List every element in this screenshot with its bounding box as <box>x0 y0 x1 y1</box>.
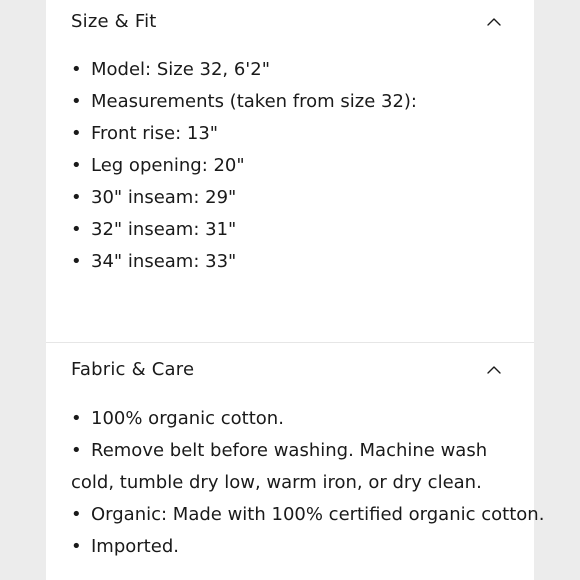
size-fit-header[interactable] <box>46 2 534 42</box>
list-item-text: 34" inseam: 33" <box>91 251 237 272</box>
bullet: • <box>71 59 82 80</box>
size-fit-title: Size & Fit <box>71 11 157 32</box>
list-item-text: 100% organic cotton. <box>91 408 284 429</box>
list-item <box>71 435 521 499</box>
list-item <box>71 499 545 531</box>
bullet: • <box>71 155 82 176</box>
fabric-care-list <box>71 403 545 563</box>
list-item-text: 30" inseam: 29" <box>91 187 237 208</box>
size-fit-list <box>71 54 521 278</box>
list-item <box>71 118 521 150</box>
list-item-text: Measurements (taken from size 32): <box>91 91 417 112</box>
bullet: • <box>71 408 82 429</box>
list-item <box>71 150 521 182</box>
fabric-care-title: Fabric & Care <box>71 359 195 380</box>
product-details-panel <box>46 0 545 580</box>
bullet: • <box>71 440 82 461</box>
list-item <box>71 214 521 246</box>
fabric-care-header[interactable] <box>46 350 534 390</box>
list-item-text: 32" inseam: 31" <box>91 219 237 240</box>
bullet: • <box>71 504 82 525</box>
bullet: • <box>71 91 82 112</box>
bullet: • <box>71 536 82 557</box>
list-item <box>71 86 521 118</box>
list-item-text: Leg opening: 20" <box>91 155 245 176</box>
chevron-up-icon[interactable] <box>482 362 506 378</box>
list-item <box>71 531 521 563</box>
list-item <box>71 246 521 278</box>
list-item <box>71 182 521 214</box>
list-item-text: Organic: Made with 100% certified organic cotton. <box>91 504 545 525</box>
bullet: • <box>71 123 82 144</box>
list-item <box>71 54 521 86</box>
list-item-text: Remove belt before washing. Machine wash cold, tumble dry low, warm iron, or dry clean. <box>71 440 488 493</box>
bullet: • <box>71 187 82 208</box>
list-item-text: Imported. <box>91 536 179 557</box>
list-item-text: Front rise: 13" <box>91 123 219 144</box>
list-item-text: Model: Size 32, 6'2" <box>91 59 270 80</box>
chevron-up-icon[interactable] <box>482 14 506 30</box>
bullet: • <box>71 219 82 240</box>
list-item <box>71 403 521 435</box>
section-divider <box>46 342 534 343</box>
bullet: • <box>71 251 82 272</box>
